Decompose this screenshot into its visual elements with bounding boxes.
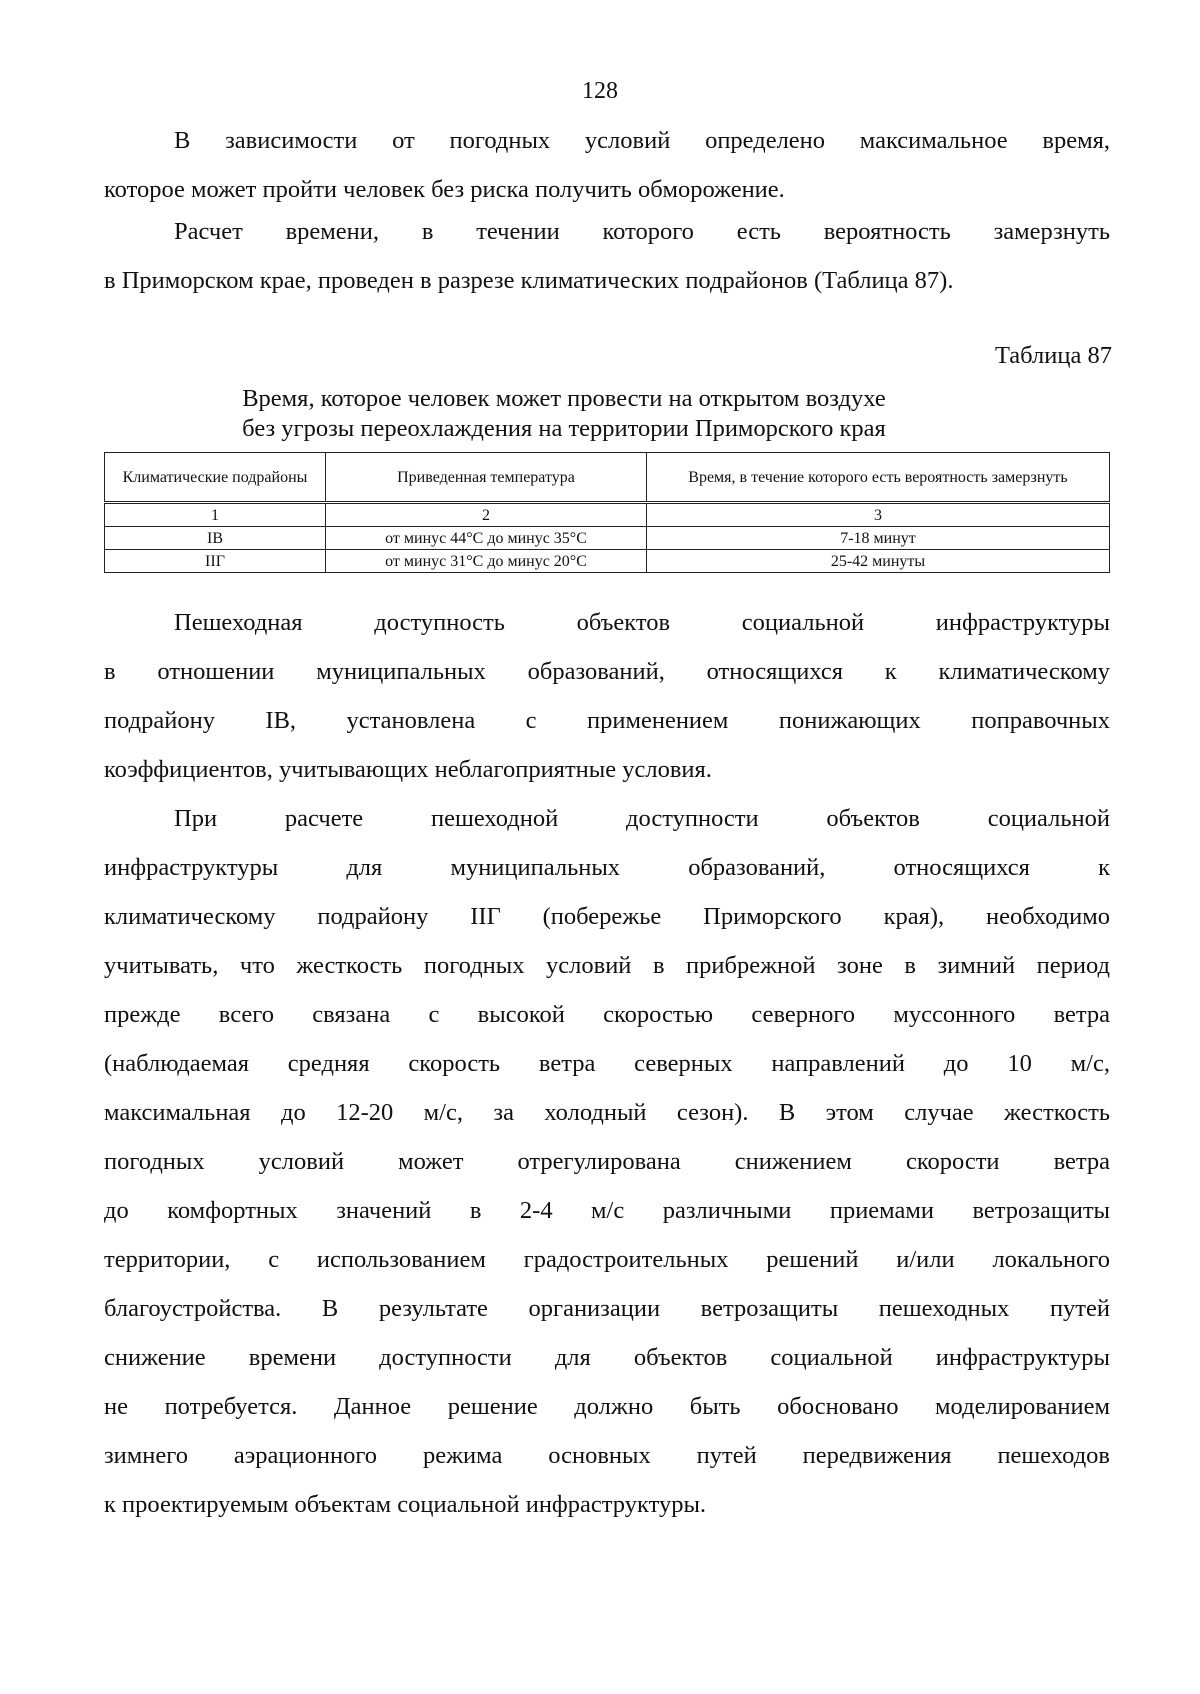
table-cell: IВ [105,527,326,550]
header-cell-temperature: Приведенная температура [326,453,647,503]
table-cell: 1 [105,503,326,527]
table-cell: 3 [647,503,1110,527]
table-cell: 7-18 минут [647,527,1110,550]
text-line: не потребуется. Данное решение должно быть обосновано моделированием [104,1393,1110,1420]
text-line: к проектируемым объектам социальной инфраструктуры. [104,1491,707,1518]
text-line: прежде всего связана с высокой скоростью северного муссонного ветра [104,1001,1110,1028]
text-line: (наблюдаемая средняя скорость ветра северных направлений до 10 м/с, [104,1050,1110,1077]
text-line: подрайону IВ, установлена с применением понижающих поправочных [104,707,1110,734]
text-line: благоустройства. В результате организации ветрозащиты пешеходных путей [104,1295,1110,1322]
table-header-row [105,453,1110,503]
text-line: снижение времени доступности для объектов социальной инфраструктуры [104,1344,1110,1371]
text-line: В зависимости от погодных условий определено максимальное время, [174,127,1110,154]
text-line: климатическому подрайону IIГ (побережье Приморского края), необходимо [104,903,1110,930]
text-line: Пешеходная доступность объектов социальной инфраструктуры [174,609,1110,636]
header-cell-subregions: Климатические подрайоны [105,453,326,503]
text-line: до комфортных значений в 2-4 м/с различными приемами ветрозащиты [104,1197,1110,1224]
table-label: Таблица 87 [994,342,1112,369]
paragraph-1 [104,116,1110,214]
text-line: в Приморском крае, проведен в разрезе климатических подрайонов (Таблица 87). [104,267,954,294]
table-row [105,550,1110,573]
table-caption-line: Время, которое человек может провести на открытом воздухе [242,385,886,412]
text-line: При расчете пешеходной доступности объектов социальной [174,805,1110,832]
paragraph-2 [104,207,1110,305]
text-line: учитывать, что жесткость погодных условий в прибрежной зоне в зимний период [104,952,1110,979]
text-line: территории, с использованием градостроительных решений и/или локального [104,1246,1110,1273]
text-line: Расчет времени, в течении которого есть вероятность замерзнуть [174,218,1110,245]
text-line: коэффициентов, учитывающих неблагоприятные условия. [104,756,712,783]
table-cell: 2 [326,503,647,527]
table-numbering-row [105,503,1110,527]
text-line: в отношении муниципальных образований, относящихся к климатическому [104,658,1110,685]
text-line: которое может пройти человек без риска получить обморожение. [104,176,785,203]
table-caption [104,384,1104,444]
table-cell: от минус 31°С до минус 20°С [326,550,647,573]
table-cell: от минус 44°С до минус 35°С [326,527,647,550]
paragraph-3 [104,598,1110,794]
header-cell-time: Время, в течение которого есть вероятность замерзнуть [647,453,1110,503]
text-line: максимальная до 12-20 м/с, за холодный сезон). В этом случае жесткость [104,1099,1110,1126]
table-cell: IIГ [105,550,326,573]
text-line: инфраструктуры для муниципальных образований, относящихся к [104,854,1110,881]
paragraph-4 [104,794,1110,1529]
text-line: зимнего аэрационного режима основных путей передвижения пешеходов [104,1442,1110,1469]
table-caption-line: без угрозы переохлаждения на территории Приморского края [242,415,886,442]
climate-table [104,452,1110,573]
table-cell: 25-42 минуты [647,550,1110,573]
page-number: 128 [582,78,618,104]
text-line: погодных условий может отрегулирована снижением скорости ветра [104,1148,1110,1175]
table-row [105,527,1110,550]
